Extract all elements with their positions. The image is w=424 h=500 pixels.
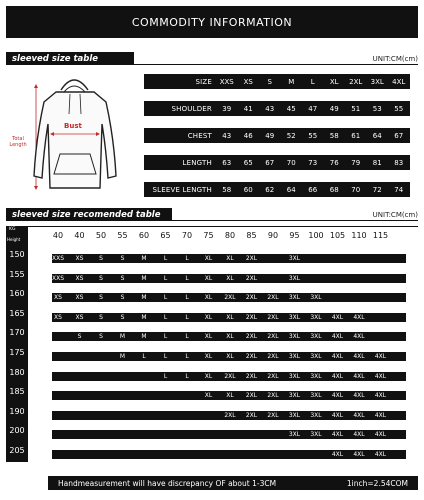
size-recommendation-cell: L bbox=[163, 333, 168, 341]
size-recommendation-cell: XL bbox=[204, 372, 213, 380]
size-recommendation-cell: XS bbox=[75, 274, 84, 282]
size-cell: 52 bbox=[286, 131, 296, 140]
size-recommendation-cell: XL bbox=[226, 392, 234, 400]
size-recommendation-cell: L bbox=[142, 353, 146, 360]
size-cell: 67 bbox=[265, 158, 275, 167]
height-label-cell: 165 bbox=[9, 308, 25, 318]
size-cell: 64 bbox=[286, 185, 296, 194]
size-recommendation-cell: 4XL bbox=[353, 313, 365, 321]
size-cell: 70 bbox=[286, 158, 296, 167]
size-recommendation-cell: 3XL bbox=[310, 372, 322, 380]
size-row-label: SHOULDER bbox=[171, 104, 212, 113]
size-cell: 76 bbox=[329, 158, 339, 167]
size-recommendation-cell: 3XL bbox=[310, 353, 322, 360]
size-row bbox=[144, 128, 410, 143]
recommended-size-table bbox=[6, 226, 418, 462]
size-recommendation-cell: M bbox=[141, 313, 147, 321]
weight-header-cell: 60 bbox=[138, 231, 150, 240]
inch-conversion: 1inch=2.54COM bbox=[346, 478, 408, 488]
size-recommendation-cell: 2XL bbox=[245, 255, 258, 262]
weight-header-cell: 110 bbox=[351, 231, 367, 240]
size-recommendation-cell: XL bbox=[204, 313, 213, 321]
size-recommendation-cell: XL bbox=[226, 274, 234, 282]
size-cell: 43 bbox=[222, 131, 232, 140]
size-row bbox=[144, 182, 410, 197]
size-recommendation-cell: M bbox=[119, 353, 126, 360]
size-recommendation-cell: L bbox=[163, 353, 168, 360]
size-cell: 60 bbox=[243, 185, 253, 194]
size-recommendation-cell: L bbox=[163, 372, 168, 380]
size-cell: XL bbox=[329, 77, 339, 86]
size-recommendation-cell: L bbox=[163, 274, 168, 282]
unit-label: UNIT:CM(cm) bbox=[372, 211, 418, 219]
size-recommendation-cell: XL bbox=[226, 255, 234, 262]
size-recommendation-cell: 4XL bbox=[353, 451, 365, 458]
size-recommendation-cell: 4XL bbox=[353, 392, 365, 400]
size-cell: 51 bbox=[351, 104, 361, 113]
size-cell: 73 bbox=[308, 158, 318, 167]
size-recommendation-cell: M bbox=[141, 294, 147, 302]
bust-label: Bust bbox=[64, 122, 82, 130]
size-recommendation-cell: S bbox=[120, 294, 125, 302]
size-recommendation-cell: 2XL bbox=[245, 411, 258, 419]
size-recommendation-cell: 2XL bbox=[267, 294, 279, 302]
table-row bbox=[52, 450, 406, 459]
table-row bbox=[52, 332, 406, 341]
section-divider bbox=[6, 220, 418, 221]
size-cell: XS bbox=[243, 77, 253, 86]
size-recommendation-cell: 3XL bbox=[310, 313, 322, 321]
size-recommendation-cell: 4XL bbox=[353, 372, 365, 380]
size-cell: XXS bbox=[219, 77, 234, 86]
size-cell: 47 bbox=[308, 104, 318, 113]
size-cell: 61 bbox=[351, 131, 361, 140]
size-recommendation-cell: XS bbox=[75, 313, 84, 321]
size-recommendation-cell: XS bbox=[75, 294, 84, 302]
weight-header-cell: 40 bbox=[52, 231, 64, 240]
size-recommendation-cell: XL bbox=[226, 313, 234, 321]
size-recommendation-cell: XL bbox=[204, 392, 213, 400]
table-row bbox=[52, 411, 406, 420]
size-recommendation-cell: XL bbox=[226, 353, 234, 360]
size-cell: 67 bbox=[394, 131, 404, 140]
weight-header-cell: 95 bbox=[289, 231, 300, 240]
size-recommendation-cell: L bbox=[185, 274, 189, 282]
size-recommendation-cell: 4XL bbox=[353, 333, 365, 341]
height-label-cell: 160 bbox=[9, 289, 25, 299]
size-recommendation-cell: XL bbox=[226, 333, 234, 341]
size-recommendation-cell: XXS bbox=[51, 274, 65, 282]
size-recommendation-cell: 4XL bbox=[331, 353, 344, 360]
size-recommendation-cell: S bbox=[120, 313, 125, 321]
size-recommendation-cell: 2XL bbox=[245, 333, 258, 341]
footer-note-bar bbox=[48, 476, 418, 490]
size-recommendation-cell: 3XL bbox=[288, 313, 301, 321]
weight-header-cell: 100 bbox=[308, 231, 324, 240]
size-recommendation-cell: 4XL bbox=[331, 451, 344, 458]
height-label-cell: 200 bbox=[9, 426, 25, 436]
section-title-sleeved-size-table: sleeved size table bbox=[6, 52, 134, 65]
hoodie-diagram bbox=[6, 68, 141, 196]
size-recommendation-cell: 3XL bbox=[288, 392, 301, 400]
size-recommendation-cell: 4XL bbox=[331, 411, 344, 419]
size-cell: 58 bbox=[222, 185, 232, 194]
size-cell: 68 bbox=[329, 185, 339, 194]
size-recommendation-cell: 2XL bbox=[224, 372, 236, 380]
size-recommendation-cell: 4XL bbox=[331, 333, 344, 341]
height-label-cell: 175 bbox=[9, 348, 25, 357]
size-recommendation-cell: 3XL bbox=[288, 274, 301, 282]
size-cell: 62 bbox=[265, 185, 275, 194]
size-recommendation-cell: S bbox=[77, 333, 82, 341]
size-recommendation-cell: 2XL bbox=[224, 411, 236, 419]
size-recommendation-cell: 4XL bbox=[374, 451, 387, 458]
size-recommendation-cell: S bbox=[120, 255, 125, 262]
table-row bbox=[52, 274, 406, 283]
size-recommendation-cell: 2XL bbox=[267, 372, 279, 380]
size-recommendation-cell: 3XL bbox=[310, 411, 322, 419]
height-label-cell: 180 bbox=[9, 367, 25, 377]
size-recommendation-cell: M bbox=[141, 333, 147, 341]
size-cell: 46 bbox=[243, 131, 253, 140]
size-cell: 79 bbox=[351, 158, 361, 167]
size-recommendation-cell: 2XL bbox=[267, 411, 279, 419]
size-recommendation-cell: S bbox=[99, 313, 103, 321]
size-recommendation-cell: L bbox=[185, 313, 189, 321]
size-recommendation-cell: XS bbox=[54, 294, 62, 302]
size-recommendation-cell: XS bbox=[54, 313, 62, 321]
size-recommendation-cell: XL bbox=[204, 294, 213, 302]
size-recommendation-cell: XL bbox=[204, 274, 213, 282]
size-recommendation-cell: 2XL bbox=[245, 294, 258, 302]
size-row-label: CHEST bbox=[187, 131, 212, 140]
weight-header-row bbox=[28, 226, 418, 246]
size-recommendation-cell: 4XL bbox=[374, 431, 387, 439]
size-recommendation-cell: XS bbox=[75, 255, 84, 262]
size-cell: 3XL bbox=[370, 77, 384, 86]
page-title: COMMODITY INFORMATION bbox=[6, 6, 418, 38]
size-recommendation-cell: S bbox=[99, 333, 103, 341]
size-cell: 39 bbox=[222, 104, 232, 113]
size-row-label: LENGTH bbox=[182, 158, 212, 167]
height-label-cell: 190 bbox=[9, 406, 25, 416]
size-cell: 72 bbox=[372, 185, 382, 194]
size-recommendation-cell: 2XL bbox=[245, 372, 258, 380]
size-recommendation-cell: 2XL bbox=[245, 392, 258, 400]
size-recommendation-cell: 2XL bbox=[267, 333, 279, 341]
size-recommendation-cell: S bbox=[99, 294, 103, 302]
size-recommendation-cell: 2XL bbox=[245, 353, 258, 360]
size-cell: 66 bbox=[308, 185, 318, 194]
size-recommendation-cell: M bbox=[119, 333, 126, 341]
size-cell: 65 bbox=[243, 158, 253, 167]
section-title-recommended-table: sleeved size recomended table bbox=[6, 208, 172, 221]
size-row-label: SLEEVE LENGTH bbox=[152, 185, 212, 194]
height-label-cell: 170 bbox=[9, 328, 25, 338]
weight-header-cell: 80 bbox=[224, 231, 236, 240]
size-recommendation-cell: L bbox=[185, 333, 189, 341]
size-recommendation-cell: S bbox=[99, 255, 103, 262]
size-recommendation-cell: M bbox=[141, 274, 147, 282]
height-label: Height bbox=[7, 237, 21, 242]
size-recommendation-cell: XL bbox=[204, 353, 213, 360]
size-cell: 49 bbox=[329, 104, 339, 113]
kg-label: KG bbox=[9, 227, 16, 232]
size-recommendation-cell: L bbox=[185, 255, 189, 262]
weight-header-cell: 85 bbox=[246, 231, 257, 240]
size-recommendation-cell: L bbox=[185, 353, 189, 360]
size-recommendation-cell: 3XL bbox=[310, 431, 322, 439]
size-recommendation-cell: S bbox=[120, 274, 125, 282]
weight-header-cell: 55 bbox=[117, 231, 128, 240]
size-cell: 4XL bbox=[392, 77, 406, 86]
size-cell: 74 bbox=[394, 185, 404, 194]
size-recommendation-cell: XL bbox=[204, 333, 213, 341]
size-row bbox=[144, 101, 410, 116]
size-recommendation-cell: 4XL bbox=[374, 392, 387, 400]
table-row bbox=[52, 352, 406, 361]
weight-header-cell: 90 bbox=[267, 231, 279, 240]
size-cell: L bbox=[310, 77, 315, 86]
total-length-label: Total Length bbox=[9, 136, 27, 148]
size-recommendation-cell: 3XL bbox=[288, 411, 301, 419]
table-row bbox=[52, 391, 406, 400]
size-cell: 43 bbox=[265, 104, 275, 113]
height-label-cell: 205 bbox=[9, 446, 25, 455]
size-cell: 49 bbox=[265, 131, 275, 140]
size-recommendation-cell: S bbox=[99, 274, 103, 282]
table-row bbox=[52, 293, 406, 302]
size-recommendation-cell: 3XL bbox=[288, 255, 301, 262]
size-cell: 70 bbox=[351, 185, 361, 194]
size-cell: S bbox=[267, 77, 272, 86]
table-row bbox=[52, 372, 406, 381]
height-label-cell: 185 bbox=[9, 387, 25, 397]
height-label-cell: 155 bbox=[9, 269, 25, 279]
size-recommendation-cell: 3XL bbox=[310, 392, 322, 400]
size-recommendation-cell: 2XL bbox=[224, 294, 236, 302]
size-recommendation-cell: XL bbox=[204, 255, 213, 262]
size-recommendation-cell: 3XL bbox=[288, 372, 301, 380]
size-cell: 41 bbox=[243, 104, 253, 113]
size-cell: 81 bbox=[372, 158, 382, 167]
size-row bbox=[144, 155, 410, 170]
size-recommendation-cell: 3XL bbox=[288, 294, 301, 302]
section-divider bbox=[6, 64, 418, 65]
size-recommendation-cell: L bbox=[163, 294, 168, 302]
size-recommendation-cell: 2XL bbox=[267, 313, 279, 321]
size-recommendation-cell: 2XL bbox=[267, 353, 279, 360]
size-recommendation-cell: 4XL bbox=[353, 431, 365, 439]
weight-header-cell: 75 bbox=[203, 231, 214, 240]
size-recommendation-cell: 4XL bbox=[374, 353, 387, 360]
size-recommendation-cell: 3XL bbox=[288, 333, 301, 341]
size-recommendation-cell: 4XL bbox=[331, 392, 344, 400]
size-recommendation-cell: 4XL bbox=[353, 353, 365, 360]
size-recommendation-cell: 4XL bbox=[331, 313, 344, 321]
table-row bbox=[52, 430, 406, 439]
size-row-label: SIZE bbox=[195, 77, 212, 86]
size-recommendation-cell: 4XL bbox=[353, 411, 365, 419]
table-row bbox=[52, 313, 406, 322]
size-recommendation-cell: 2XL bbox=[245, 274, 258, 282]
size-recommendation-cell: 3XL bbox=[310, 333, 322, 341]
size-cell: 64 bbox=[372, 131, 382, 140]
weight-header-cell: 70 bbox=[181, 231, 193, 240]
size-recommendation-cell: L bbox=[163, 255, 168, 262]
size-recommendation-cell: 3XL bbox=[310, 294, 322, 302]
size-cell: 2XL bbox=[349, 77, 363, 86]
size-recommendation-cell: M bbox=[141, 255, 147, 262]
size-cell: 55 bbox=[308, 131, 318, 140]
size-cell: 58 bbox=[329, 131, 339, 140]
size-cell: 53 bbox=[372, 104, 382, 113]
height-label-cell: 150 bbox=[9, 250, 25, 259]
measurement-note: Handmeasurement will have discrepancy OF about 1-3CM bbox=[58, 478, 277, 488]
size-recommendation-cell: L bbox=[163, 313, 168, 321]
size-recommendation-cell: 3XL bbox=[288, 353, 301, 360]
size-recommendation-cell: XXS bbox=[51, 255, 65, 262]
weight-header-cell: 115 bbox=[372, 231, 389, 240]
size-recommendation-cell: 3XL bbox=[288, 431, 301, 439]
size-cell: M bbox=[288, 77, 295, 86]
size-cell: 55 bbox=[394, 104, 404, 113]
size-recommendation-cell: 4XL bbox=[374, 411, 387, 419]
size-recommendation-cell: 4XL bbox=[374, 372, 387, 380]
size-recommendation-cell: 2XL bbox=[245, 313, 258, 321]
size-cell: 45 bbox=[286, 104, 296, 113]
size-cell: 83 bbox=[394, 158, 404, 167]
weight-header-cell: 65 bbox=[160, 231, 171, 240]
size-recommendation-cell: L bbox=[185, 372, 189, 380]
table-row bbox=[52, 254, 406, 263]
size-cell: 63 bbox=[222, 158, 232, 167]
size-recommendation-cell: L bbox=[185, 294, 189, 302]
unit-label: UNIT:CM(cm) bbox=[372, 55, 418, 63]
weight-header-cell: 50 bbox=[95, 231, 107, 240]
size-recommendation-cell: 4XL bbox=[331, 372, 344, 380]
weight-header-cell: 105 bbox=[329, 231, 346, 240]
size-row bbox=[144, 74, 410, 89]
size-recommendation-cell: 4XL bbox=[331, 431, 344, 439]
size-recommendation-cell: 2XL bbox=[267, 392, 279, 400]
weight-header-cell: 40 bbox=[74, 231, 85, 240]
